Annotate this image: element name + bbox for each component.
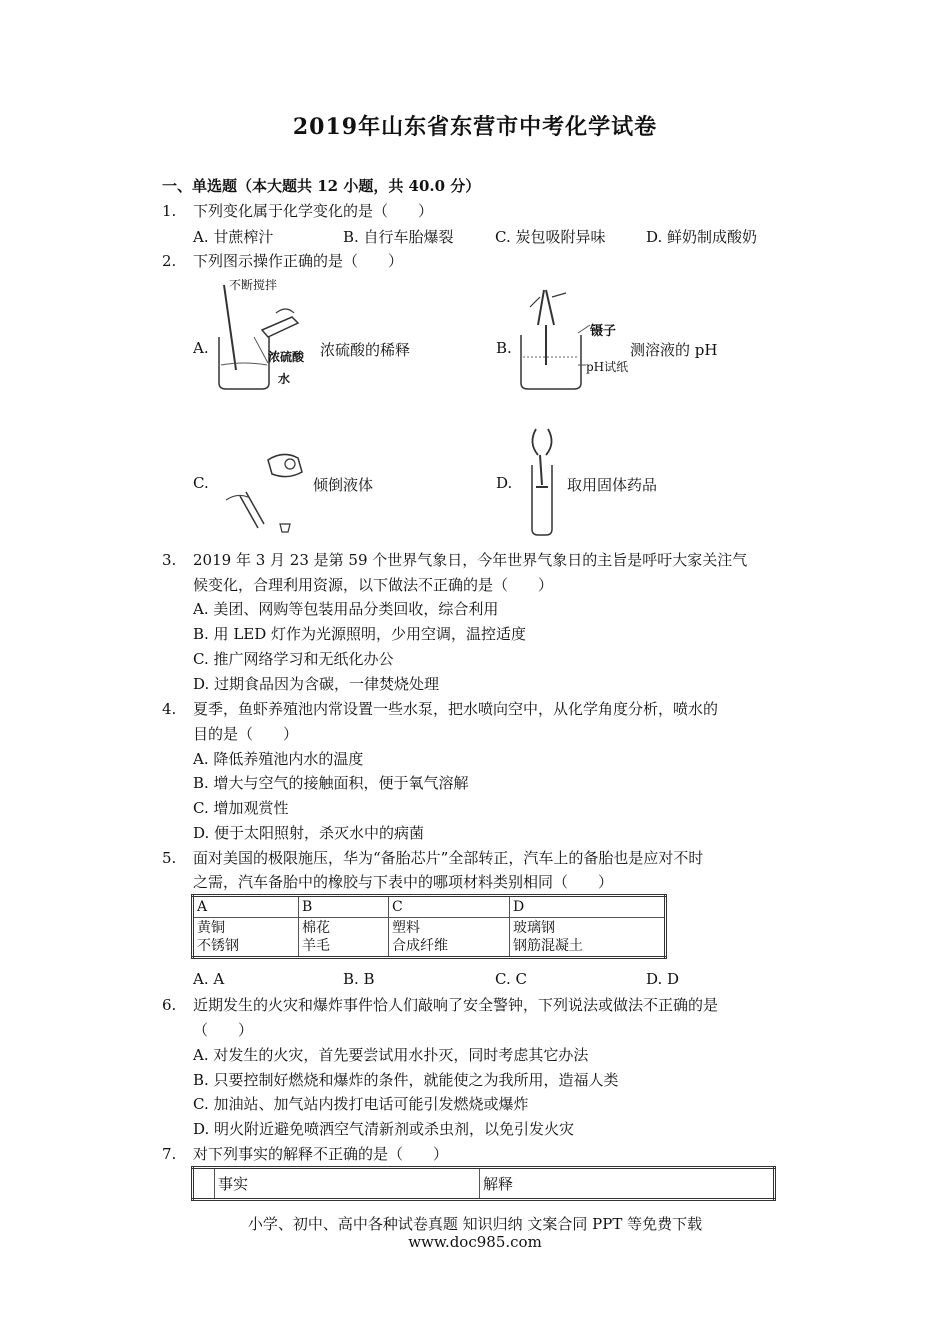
question-2-number: 2. xyxy=(162,252,177,270)
pouring-liquid-figure xyxy=(218,448,318,538)
q1-option-c: C. 炭包吸附异味 xyxy=(495,228,606,246)
question-4-text-line1: 夏季，鱼虾养殖池内常设置一些水泵，把水喷向空中，从化学角度分析，喷水的 xyxy=(193,700,719,718)
table-header-row xyxy=(193,1168,775,1200)
question-1-text: 下列变化属于化学变化的是（ ） xyxy=(193,202,434,220)
q5-option-b: B. B xyxy=(343,970,375,988)
q5-option-c: C. C xyxy=(495,970,527,988)
q2-option-d-letter: D. xyxy=(496,474,513,492)
q2-option-a-caption: 浓硫酸的稀释 xyxy=(320,341,411,359)
q6-option-b: B. 只要控制好燃烧和爆炸的条件，就能使之为我所用，造福人类 xyxy=(193,1071,619,1089)
tweezers-label: 镊子 xyxy=(590,324,617,339)
q6-option-c: C. 加油站、加气站内拨打电话可能引发燃烧或爆炸 xyxy=(193,1095,529,1113)
question-5-text-line1: 面对美国的极限施压，华为“备胎芯片”全部转正，汽车上的备胎也是应对不时 xyxy=(193,849,704,867)
q4-option-d: D. 便于太阳照射，杀灭水中的病菌 xyxy=(193,824,425,842)
question-6-number: 6. xyxy=(162,996,177,1014)
table-row xyxy=(193,918,666,958)
q1-option-b: B. 自行车胎爆裂 xyxy=(343,228,454,246)
footer-url[interactable]: www.doc985.com xyxy=(408,1233,542,1251)
table-header-row xyxy=(193,896,666,918)
q2-option-b-caption: 测溶液的 pH xyxy=(630,341,718,359)
table-cell xyxy=(510,918,666,958)
question-1-number: 1. xyxy=(162,202,177,220)
q6-option-a: A. 对发生的火灾，首先要尝试用水扑灭，同时考虑其它办法 xyxy=(193,1046,589,1064)
q2-option-d-caption: 取用固体药品 xyxy=(567,476,658,494)
question-3-text-line1: 2019 年 3 月 23 是第 59 个世界气象日，今年世界气象日的主旨是呼吁大家关注气 xyxy=(193,551,748,569)
table-cell-line: 羊毛 xyxy=(302,938,330,954)
table-header-cell: 解释 xyxy=(480,1168,775,1200)
ph-paper-label: pH试纸 xyxy=(586,360,629,374)
q3-option-d: D. 过期食品因为含碳，一律焚烧处理 xyxy=(193,675,440,693)
table-header-cell: D xyxy=(510,896,666,918)
question-3-number: 3. xyxy=(162,551,177,569)
question-5-text-line2: 之需，汽车备胎中的橡胶与下表中的哪项材料类别相同（ ） xyxy=(193,873,614,891)
table-header-cell: C xyxy=(389,896,510,918)
q3-option-b: B. 用 LED 灯作为光源照明，少用空调，温控适度 xyxy=(193,625,527,643)
table-cell-line: 不锈钢 xyxy=(197,938,239,954)
question-7-number: 7. xyxy=(162,1145,177,1163)
q4-option-b: B. 增大与空气的接触面积，便于氧气溶解 xyxy=(193,774,469,792)
page-title: 2019年山东省东营市中考化学试卷 xyxy=(292,114,658,140)
question-2-text: 下列图示操作正确的是（ ） xyxy=(193,252,404,270)
table-cell-line: 钢筋混凝土 xyxy=(513,938,583,954)
table-cell xyxy=(299,918,389,958)
question-6-text-line2: （ ） xyxy=(193,1021,254,1039)
question-6-text-line1: 近期发生的火灾和爆炸事件恰人们敲响了安全警钟，下列说法或做法不正确的是 xyxy=(193,996,719,1014)
stir-label: 不断搅拌 xyxy=(229,278,278,292)
footer-promo: 小学、初中、高中各种试卷真题 知识归纳 文案合同 PPT 等免费下载 xyxy=(247,1215,703,1233)
question-4-text-line2: 目的是（ ） xyxy=(193,725,299,743)
table-cell-line: 玻璃钢 xyxy=(513,920,555,936)
acid-label: 浓硫酸 xyxy=(268,350,305,364)
table-cell xyxy=(193,918,299,958)
q5-option-a: A. A xyxy=(193,970,225,988)
q3-option-a: A. 美团、网购等包装用品分类回收，综合利用 xyxy=(193,600,499,618)
q5-option-d: D. D xyxy=(646,970,680,988)
q1-option-a: A. 甘蔗榨汁 xyxy=(193,228,274,246)
table-cell-line: 合成纤维 xyxy=(392,938,448,954)
section-heading: 一、单选题（本大题共 12 小题，共 40.0 分） xyxy=(162,177,481,195)
question-4-number: 4. xyxy=(162,700,177,718)
q2-option-a-letter: A. xyxy=(193,339,209,357)
table-header-cell: B xyxy=(299,896,389,918)
table-cell-line: 黄铜 xyxy=(197,920,225,936)
q1-option-d: D. 鲜奶制成酸奶 xyxy=(646,228,758,246)
q2-option-c-caption: 倾倒液体 xyxy=(313,476,374,494)
water-label: 水 xyxy=(278,372,291,386)
table-cell xyxy=(193,1168,215,1200)
q7-fact-table xyxy=(191,1166,776,1201)
q6-option-d: D. 明火附近避免喷洒空气清新剂或杀虫剂，以免引发火灾 xyxy=(193,1120,575,1138)
ph-test-figure xyxy=(516,285,629,395)
table-cell-line: 塑料 xyxy=(392,920,420,936)
acid-dilution-figure xyxy=(214,275,314,395)
q3-option-c: C. 推广网络学习和无纸化办公 xyxy=(193,650,394,668)
question-3-text-line2: 候变化，合理利用资源，以下做法不正确的是（ ） xyxy=(193,576,554,594)
table-header-cell: 事实 xyxy=(215,1168,480,1200)
q4-option-c: C. 增加观赏性 xyxy=(193,799,289,817)
solid-reagent-figure xyxy=(518,425,568,540)
q4-option-a: A. 降低养殖池内水的温度 xyxy=(193,750,364,768)
q5-material-table xyxy=(191,894,667,959)
table-cell xyxy=(389,918,510,958)
table-header-cell: A xyxy=(193,896,299,918)
question-7-text: 对下列事实的解释不正确的是（ ） xyxy=(193,1145,449,1163)
table-cell-line: 棉花 xyxy=(302,920,330,936)
q2-option-c-letter: C. xyxy=(193,474,209,492)
q2-option-b-letter: B. xyxy=(496,339,512,357)
question-5-number: 5. xyxy=(162,849,177,867)
